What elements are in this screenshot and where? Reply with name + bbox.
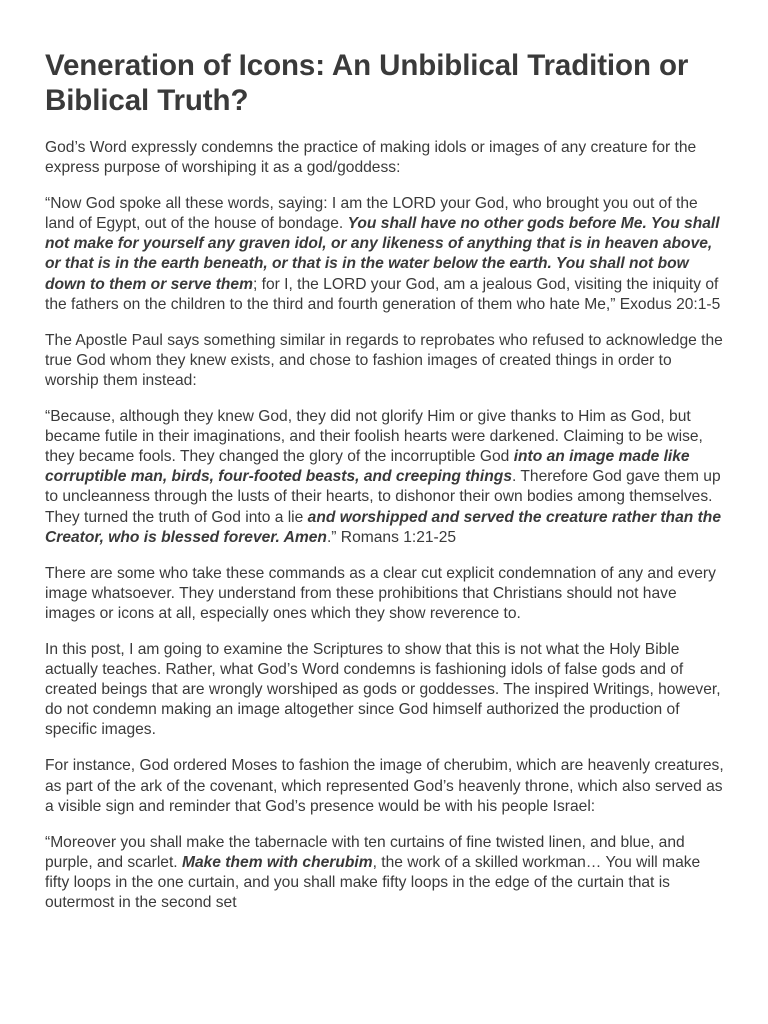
paragraph-tabernacle-quote xyxy=(45,833,726,913)
text-run: ; for I, the LORD your God, am a jealous God, visiting the iniquity of the fathers on the children to the third and fourth generation of them who hate Me,” Exodus 20:1-5 xyxy=(45,275,721,313)
text-run: . Therefore God gave them up to uncleanness through the lusts of their hearts, to dishonor their own bodies among themselves. They turned the truth of God into a lie xyxy=(45,468,721,526)
paragraph-post-purpose xyxy=(45,640,726,740)
emphasized-text: and worshipped and served the creature rather than the Creator, who is blessed forever. Amen xyxy=(45,508,721,546)
text-run: “Because, although they knew God, they did not glorify Him or give thanks to Him as God, but became futile in their imaginations, and their foolish hearts were darkened. Claiming to be wise, they became fools. They changed the glory of the incorruptible God xyxy=(45,408,703,466)
emphasized-text: Make them with cherubim xyxy=(181,853,373,871)
text-run: .” Romans 1:21-25 xyxy=(326,528,457,546)
text-run: , the work of a skilled workman… You will make fifty loops in the one curtain, and you shall make fifty loops in the edge of the curtain that is outermost in the second set xyxy=(45,853,701,911)
text-run: The Apostle Paul says something similar in regards to reprobates who refused to acknowledge the true God whom they knew exists, and chose to fashion images of created things in order to worship them instead: xyxy=(45,331,723,389)
text-run: “Moreover you shall make the tabernacle with ten curtains of fine twisted linen, and blue, and purple, and scarlet. xyxy=(45,833,685,871)
text-run: There are some who take these commands as a clear cut explicit condemnation of any and every image whatsoever. They understand from these prohibitions that Christians should not have images or icons at all, especially ones which they show reverence to. xyxy=(45,564,716,622)
text-run: In this post, I am going to examine the Scriptures to show that this is not what the Holy Bible actually teaches. Rather, what God’s Word condemns is fashioning idols of false gods and of created beings that are wrongly worshiped as gods or goddesses. The inspired Writings, however, do not condemn making an image altogether since God himself authorized the production of specific images. xyxy=(45,640,721,739)
text-run: God’s Word expressly condemns the practice of making idols or images of any creature for the express purpose of worshiping it as a god/goddess: xyxy=(45,139,697,177)
text-run: “Now God spoke all these words, saying: I am the LORD your God, who brought you out of the land of Egypt, out of the house of bondage. xyxy=(45,195,698,233)
paragraph-exodus-quote xyxy=(45,194,726,315)
emphasized-text: You shall have no other gods before Me. You shall not make for yourself any graven idol, or any likeness of anything that is in heaven above, or that is in the earth beneath, or that is in the water below the earth. You shall not bow down to them or serve them xyxy=(45,215,720,293)
paragraph-intro xyxy=(45,138,726,178)
paragraph-condemnation-view xyxy=(45,564,726,624)
emphasized-text: into an image made like corruptible man, birds, four-footed beasts, and creeping things xyxy=(45,448,690,486)
paragraph-paul xyxy=(45,331,726,391)
text-run: For instance, God ordered Moses to fashion the image of cherubim, which are heavenly creatures, as part of the ark of the covenant, which represented God’s heavenly throne, which also served as a visible sign and reminder that God’s presence would be with his people Israel: xyxy=(45,757,724,815)
paragraph-romans-quote xyxy=(45,407,726,548)
paragraph-cherubim xyxy=(45,756,726,816)
article-title: Veneration of Icons: An Unbiblical Tradition or Biblical Truth? xyxy=(45,49,689,117)
